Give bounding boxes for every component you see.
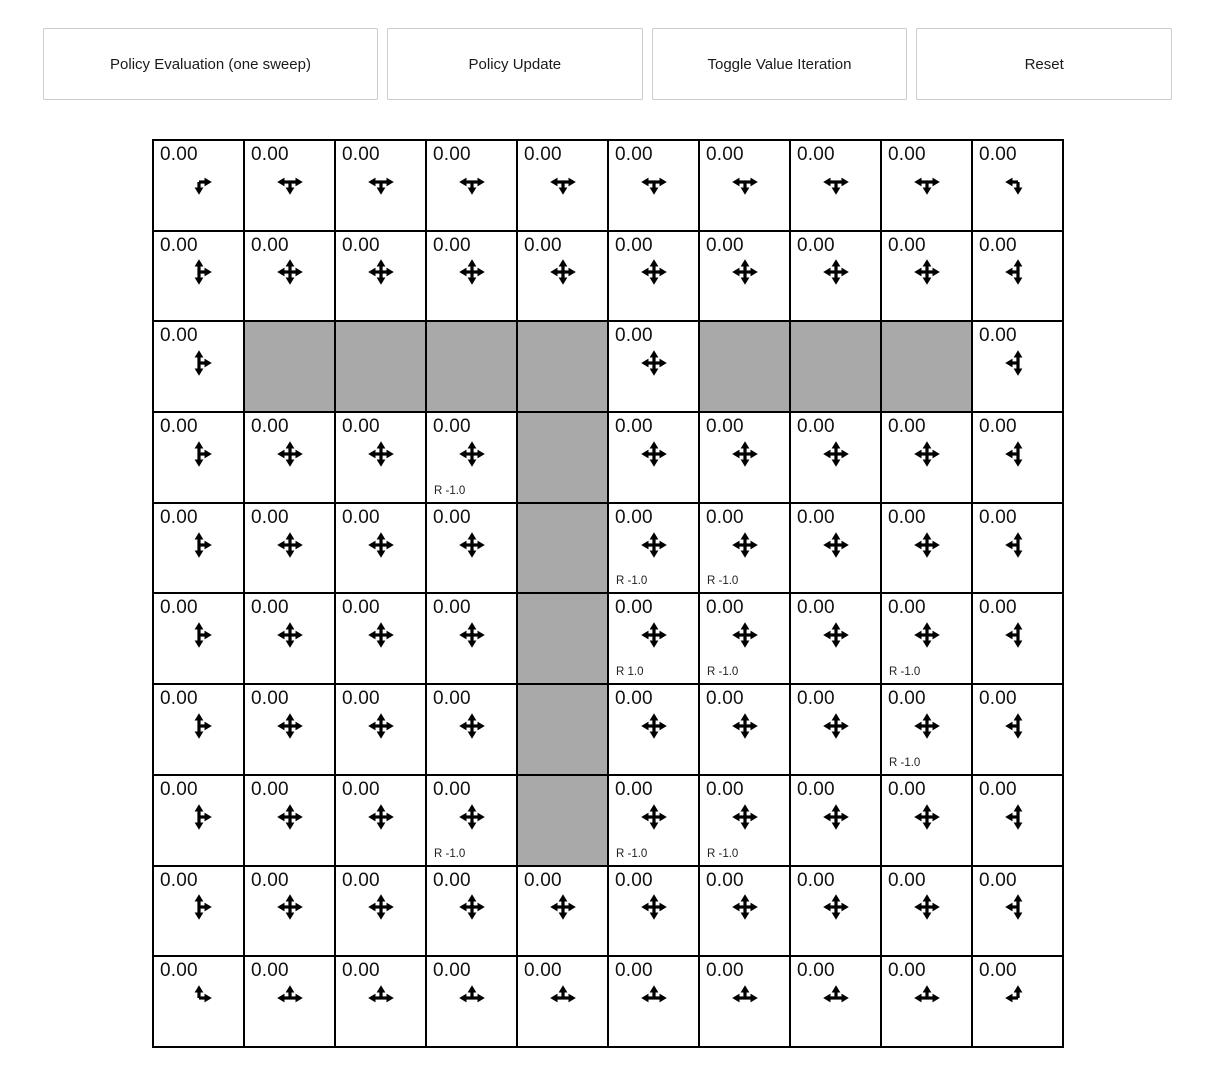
policy-arrows-icon xyxy=(543,887,583,927)
grid-cell-r3c0[interactable] xyxy=(154,413,243,502)
grid-cell-r7c9[interactable] xyxy=(973,776,1062,865)
grid-cell-r3c8[interactable] xyxy=(882,413,971,502)
policy-arrows-icon xyxy=(361,434,401,474)
cell-value: 0.00 xyxy=(888,144,926,165)
policy-arrows-icon xyxy=(725,615,765,655)
policy-arrows-icon xyxy=(907,887,947,927)
cell-value: 0.00 xyxy=(979,325,1017,347)
policy-arrows-icon xyxy=(270,252,310,292)
grid-cell-r4c1[interactable] xyxy=(245,504,334,593)
policy-arrows-icon xyxy=(361,887,401,927)
cell-value: 0.00 xyxy=(797,778,835,800)
cell-value: 0.00 xyxy=(979,416,1017,438)
cell-reward: R -1.0 xyxy=(616,575,648,588)
grid-cell-r6c7[interactable] xyxy=(791,685,880,774)
grid-cell-r9c1[interactable] xyxy=(245,957,334,1046)
grid-cell-r9c9[interactable] xyxy=(973,957,1062,1046)
policy-arrows-icon xyxy=(725,797,765,837)
grid-cell-r4c7[interactable] xyxy=(791,504,880,593)
cell-value: 0.00 xyxy=(160,506,198,528)
cell-value: 0.00 xyxy=(979,778,1017,800)
policy-arrows-icon xyxy=(998,978,1038,1018)
policy-arrows-icon xyxy=(270,797,310,837)
grid-cell-r4c5[interactable] xyxy=(609,504,698,593)
policy-arrows-icon xyxy=(361,162,401,202)
grid-cell-r6c1[interactable] xyxy=(245,685,334,774)
policy-arrows-icon xyxy=(634,706,674,746)
grid-cell-r6c0[interactable] xyxy=(154,685,243,774)
cell-value: 0.00 xyxy=(433,597,471,619)
grid-cell-r6c3[interactable] xyxy=(427,685,516,774)
cell-value: 0.00 xyxy=(433,778,471,800)
grid-cell-r9c3[interactable] xyxy=(427,957,516,1046)
cell-value: 0.00 xyxy=(706,144,744,165)
grid-cell-r8c8[interactable] xyxy=(882,867,971,956)
grid-cell-r5c5[interactable] xyxy=(609,594,698,683)
cell-value: 0.00 xyxy=(160,325,198,347)
cell-value: 0.00 xyxy=(160,144,198,165)
policy-arrows-icon xyxy=(998,615,1038,655)
cell-value: 0.00 xyxy=(433,960,471,982)
grid-cell-r0c9[interactable] xyxy=(973,141,1062,230)
grid-cell-r7c7[interactable] xyxy=(791,776,880,865)
grid-cell-r3c5[interactable] xyxy=(609,413,698,502)
policy-arrows-icon xyxy=(452,434,492,474)
grid-cell-r5c2[interactable] xyxy=(336,594,425,683)
policy-arrows-icon xyxy=(998,706,1038,746)
cell-value: 0.00 xyxy=(979,597,1017,619)
policy-arrows-icon xyxy=(907,706,947,746)
grid-cell-r1c6[interactable] xyxy=(700,232,789,321)
cell-value: 0.00 xyxy=(979,144,1017,165)
grid-cell-r9c8[interactable] xyxy=(882,957,971,1046)
cell-value: 0.00 xyxy=(342,597,380,619)
grid-cell-r1c9[interactable] xyxy=(973,232,1062,321)
grid-cell-wall-r2c4[interactable] xyxy=(518,322,607,411)
cell-reward: R -1.0 xyxy=(434,484,466,497)
policy-arrows-icon xyxy=(907,252,947,292)
cell-value: 0.00 xyxy=(342,688,380,710)
grid-cell-r4c0[interactable] xyxy=(154,504,243,593)
policy-arrows-icon xyxy=(543,162,583,202)
policy-arrows-icon xyxy=(452,525,492,565)
grid-cell-r3c1[interactable] xyxy=(245,413,334,502)
policy-arrows-icon xyxy=(634,887,674,927)
grid-cell-r8c2[interactable] xyxy=(336,867,425,956)
policy-arrows-icon xyxy=(179,252,219,292)
grid-cell-r6c9[interactable] xyxy=(973,685,1062,774)
grid-cell-r6c2[interactable] xyxy=(336,685,425,774)
grid-cell-r7c0[interactable] xyxy=(154,776,243,865)
grid-cell-wall-r2c7[interactable] xyxy=(791,322,880,411)
cell-value: 0.00 xyxy=(433,688,471,710)
cell-value: 0.00 xyxy=(888,960,926,982)
cell-value: 0.00 xyxy=(524,144,562,165)
cell-value: 0.00 xyxy=(251,234,289,256)
cell-value: 0.00 xyxy=(979,688,1017,710)
policy-evaluation-button[interactable]: Policy Evaluation (one sweep) xyxy=(43,28,378,100)
policy-arrows-icon xyxy=(270,978,310,1018)
grid-cell-r0c8[interactable] xyxy=(882,141,971,230)
policy-arrows-icon xyxy=(179,887,219,927)
grid-cell-r1c0[interactable] xyxy=(154,232,243,321)
policy-arrows-icon xyxy=(634,162,674,202)
cell-value: 0.00 xyxy=(615,234,653,256)
cell-value: 0.00 xyxy=(615,506,653,528)
policy-arrows-icon xyxy=(998,797,1038,837)
grid-cell-r8c1[interactable] xyxy=(245,867,334,956)
grid-cell-r8c9[interactable] xyxy=(973,867,1062,956)
grid-cell-r1c2[interactable] xyxy=(336,232,425,321)
grid-cell-r0c4[interactable] xyxy=(518,141,607,230)
policy-arrows-icon xyxy=(270,706,310,746)
policy-arrows-icon xyxy=(998,887,1038,927)
cell-value: 0.00 xyxy=(615,597,653,619)
grid-cell-r8c4[interactable] xyxy=(518,867,607,956)
cell-value: 0.00 xyxy=(797,144,835,165)
grid-cell-r5c1[interactable] xyxy=(245,594,334,683)
cell-value: 0.00 xyxy=(888,778,926,800)
cell-value: 0.00 xyxy=(706,416,744,438)
grid-cell-r8c3[interactable] xyxy=(427,867,516,956)
cell-value: 0.00 xyxy=(433,506,471,528)
policy-arrows-icon xyxy=(634,797,674,837)
policy-arrows-icon xyxy=(361,525,401,565)
policy-arrows-icon xyxy=(907,615,947,655)
grid-cell-wall-r4c4[interactable] xyxy=(518,504,607,593)
policy-arrows-icon xyxy=(634,343,674,383)
cell-value: 0.00 xyxy=(888,416,926,438)
grid-cell-r9c5[interactable] xyxy=(609,957,698,1046)
grid-cell-r0c6[interactable] xyxy=(700,141,789,230)
cell-value: 0.00 xyxy=(160,688,198,710)
policy-arrows-icon xyxy=(816,434,856,474)
grid-cell-r8c6[interactable] xyxy=(700,867,789,956)
policy-arrows-icon xyxy=(907,434,947,474)
cell-value: 0.00 xyxy=(342,144,380,165)
cell-value: 0.00 xyxy=(160,234,198,256)
cell-value: 0.00 xyxy=(615,960,653,982)
policy-arrows-icon xyxy=(361,252,401,292)
policy-arrows-icon xyxy=(816,706,856,746)
policy-arrows-icon xyxy=(270,525,310,565)
reset-button[interactable]: Reset xyxy=(916,28,1172,100)
grid-cell-r7c2[interactable] xyxy=(336,776,425,865)
policy-arrows-icon xyxy=(361,797,401,837)
cell-value: 0.00 xyxy=(888,234,926,256)
grid-cell-r4c9[interactable] xyxy=(973,504,1062,593)
policy-arrows-icon xyxy=(361,978,401,1018)
grid-cell-r4c8[interactable] xyxy=(882,504,971,593)
grid-cell-r8c5[interactable] xyxy=(609,867,698,956)
policy-arrows-icon xyxy=(270,615,310,655)
grid-cell-r1c8[interactable] xyxy=(882,232,971,321)
grid-cell-r5c7[interactable] xyxy=(791,594,880,683)
policy-arrows-icon xyxy=(907,797,947,837)
policy-arrows-icon xyxy=(998,162,1038,202)
policy-arrows-icon xyxy=(452,252,492,292)
cell-value: 0.00 xyxy=(251,778,289,800)
cell-value: 0.00 xyxy=(797,960,835,982)
policy-arrows-icon xyxy=(725,525,765,565)
grid-cell-r5c8[interactable] xyxy=(882,594,971,683)
policy-arrows-icon xyxy=(998,343,1038,383)
grid-cell-r6c6[interactable] xyxy=(700,685,789,774)
policy-arrows-icon xyxy=(816,252,856,292)
cell-value: 0.00 xyxy=(524,960,562,982)
cell-value: 0.00 xyxy=(433,416,471,438)
policy-arrows-icon xyxy=(452,978,492,1018)
grid-cell-r9c6[interactable] xyxy=(700,957,789,1046)
cell-reward: R -1.0 xyxy=(889,666,921,679)
cell-value: 0.00 xyxy=(706,506,744,528)
cell-value: 0.00 xyxy=(979,506,1017,528)
grid-cell-r4c6[interactable] xyxy=(700,504,789,593)
grid-cell-r1c4[interactable] xyxy=(518,232,607,321)
cell-value: 0.00 xyxy=(251,144,289,165)
cell-value: 0.00 xyxy=(251,869,289,891)
policy-arrows-icon xyxy=(452,162,492,202)
cell-value: 0.00 xyxy=(797,597,835,619)
cell-value: 0.00 xyxy=(251,960,289,982)
cell-value: 0.00 xyxy=(797,869,835,891)
policy-arrows-icon xyxy=(179,525,219,565)
policy-arrows-icon xyxy=(725,887,765,927)
cell-value: 0.00 xyxy=(797,416,835,438)
policy-arrows-icon xyxy=(907,525,947,565)
grid-cell-r5c0[interactable] xyxy=(154,594,243,683)
cell-value: 0.00 xyxy=(706,960,744,982)
policy-arrows-icon xyxy=(634,252,674,292)
policy-arrows-icon xyxy=(907,978,947,1018)
grid-cell-r8c0[interactable] xyxy=(154,867,243,956)
cell-value: 0.00 xyxy=(706,688,744,710)
policy-arrows-icon xyxy=(179,797,219,837)
cell-value: 0.00 xyxy=(160,869,198,891)
grid-cell-r3c2[interactable] xyxy=(336,413,425,502)
cell-value: 0.00 xyxy=(797,234,835,256)
cell-value: 0.00 xyxy=(251,416,289,438)
cell-value: 0.00 xyxy=(888,506,926,528)
grid-cell-r5c6[interactable] xyxy=(700,594,789,683)
policy-arrows-icon xyxy=(270,162,310,202)
policy-arrows-icon xyxy=(725,162,765,202)
policy-arrows-icon xyxy=(270,434,310,474)
policy-arrows-icon xyxy=(816,615,856,655)
policy-arrows-icon xyxy=(725,434,765,474)
grid-cell-r9c2[interactable] xyxy=(336,957,425,1046)
cell-value: 0.00 xyxy=(979,869,1017,891)
cell-value: 0.00 xyxy=(706,597,744,619)
cell-value: 0.00 xyxy=(797,506,835,528)
toggle-value-iteration-button[interactable]: Toggle Value Iteration xyxy=(652,28,908,100)
grid-cell-r3c3[interactable] xyxy=(427,413,516,502)
policy-arrows-icon xyxy=(634,615,674,655)
cell-value: 0.00 xyxy=(797,688,835,710)
grid-cell-r1c7[interactable] xyxy=(791,232,880,321)
cell-value: 0.00 xyxy=(888,597,926,619)
policy-arrows-icon xyxy=(725,706,765,746)
toolbar xyxy=(43,28,1172,100)
policy-arrows-icon xyxy=(634,434,674,474)
cell-value: 0.00 xyxy=(888,869,926,891)
policy-arrows-icon xyxy=(179,343,219,383)
grid-cell-r2c0[interactable] xyxy=(154,322,243,411)
policy-arrows-icon xyxy=(816,525,856,565)
cell-value: 0.00 xyxy=(979,960,1017,982)
policy-arrows-icon xyxy=(907,162,947,202)
grid-cell-r6c8[interactable] xyxy=(882,685,971,774)
cell-value: 0.00 xyxy=(342,960,380,982)
grid-cell-wall-r2c6[interactable] xyxy=(700,322,789,411)
cell-value: 0.00 xyxy=(251,597,289,619)
grid-cell-r1c3[interactable] xyxy=(427,232,516,321)
cell-value: 0.00 xyxy=(160,416,198,438)
grid-cell-r3c6[interactable] xyxy=(700,413,789,502)
grid-cell-r0c5[interactable] xyxy=(609,141,698,230)
cell-value: 0.00 xyxy=(706,234,744,256)
cell-value: 0.00 xyxy=(979,234,1017,256)
cell-value: 0.00 xyxy=(342,506,380,528)
cell-value: 0.00 xyxy=(615,688,653,710)
grid-cell-wall-r7c4[interactable] xyxy=(518,776,607,865)
grid-cell-r1c5[interactable] xyxy=(609,232,698,321)
policy-update-button[interactable]: Policy Update xyxy=(387,28,643,100)
cell-value: 0.00 xyxy=(433,144,471,165)
policy-arrows-icon xyxy=(452,887,492,927)
cell-value: 0.00 xyxy=(342,869,380,891)
policy-arrows-icon xyxy=(816,797,856,837)
policy-arrows-icon xyxy=(998,525,1038,565)
policy-arrows-icon xyxy=(179,434,219,474)
grid-cell-r0c7[interactable] xyxy=(791,141,880,230)
grid-cell-r6c5[interactable] xyxy=(609,685,698,774)
grid-cell-r7c8[interactable] xyxy=(882,776,971,865)
cell-value: 0.00 xyxy=(160,960,198,982)
grid-cell-r2c5[interactable] xyxy=(609,322,698,411)
grid-cell-r3c7[interactable] xyxy=(791,413,880,502)
policy-arrows-icon xyxy=(816,162,856,202)
grid-cell-r8c7[interactable] xyxy=(791,867,880,956)
grid-cell-wall-r2c8[interactable] xyxy=(882,322,971,411)
policy-arrows-icon xyxy=(452,706,492,746)
cell-reward: R -1.0 xyxy=(707,575,739,588)
policy-arrows-icon xyxy=(634,525,674,565)
grid-cell-wall-r2c1[interactable] xyxy=(245,322,334,411)
policy-arrows-icon xyxy=(452,615,492,655)
cell-value: 0.00 xyxy=(615,869,653,891)
grid-cell-wall-r6c4[interactable] xyxy=(518,685,607,774)
policy-arrows-icon xyxy=(543,252,583,292)
grid-cell-r0c2[interactable] xyxy=(336,141,425,230)
grid-cell-r0c1[interactable] xyxy=(245,141,334,230)
grid-cell-r7c5[interactable] xyxy=(609,776,698,865)
policy-arrows-icon xyxy=(816,978,856,1018)
cell-value: 0.00 xyxy=(433,869,471,891)
grid-cell-r7c3[interactable] xyxy=(427,776,516,865)
policy-arrows-icon xyxy=(998,434,1038,474)
policy-arrows-icon xyxy=(543,978,583,1018)
cell-value: 0.00 xyxy=(524,234,562,256)
cell-reward: R -1.0 xyxy=(707,847,739,860)
grid-cell-r5c3[interactable] xyxy=(427,594,516,683)
cell-value: 0.00 xyxy=(160,778,198,800)
policy-arrows-icon xyxy=(634,978,674,1018)
grid-cell-wall-r2c2[interactable] xyxy=(336,322,425,411)
cell-value: 0.00 xyxy=(615,416,653,438)
cell-value: 0.00 xyxy=(433,234,471,256)
policy-arrows-icon xyxy=(179,615,219,655)
policy-arrows-icon xyxy=(361,706,401,746)
cell-value: 0.00 xyxy=(615,144,653,165)
grid-cell-wall-r3c4[interactable] xyxy=(518,413,607,502)
cell-value: 0.00 xyxy=(342,234,380,256)
cell-reward: R 1.0 xyxy=(616,666,644,679)
grid-cell-r1c1[interactable] xyxy=(245,232,334,321)
cell-value: 0.00 xyxy=(615,778,653,800)
cell-value: 0.00 xyxy=(160,597,198,619)
policy-arrows-icon xyxy=(270,887,310,927)
policy-arrows-icon xyxy=(998,252,1038,292)
policy-arrows-icon xyxy=(179,162,219,202)
cell-value: 0.00 xyxy=(342,778,380,800)
grid-cell-r5c9[interactable] xyxy=(973,594,1062,683)
cell-value: 0.00 xyxy=(251,688,289,710)
cell-reward: R -1.0 xyxy=(889,756,921,769)
policy-arrows-icon xyxy=(179,706,219,746)
grid-cell-r9c4[interactable] xyxy=(518,957,607,1046)
grid-cell-r4c3[interactable] xyxy=(427,504,516,593)
grid-cell-r2c9[interactable] xyxy=(973,322,1062,411)
grid-cell-r7c1[interactable] xyxy=(245,776,334,865)
cell-value: 0.00 xyxy=(615,325,653,347)
cell-value: 0.00 xyxy=(888,688,926,710)
cell-value: 0.00 xyxy=(706,869,744,891)
grid-cell-r9c0[interactable] xyxy=(154,957,243,1046)
grid-cell-wall-r5c4[interactable] xyxy=(518,594,607,683)
grid-cell-r3c9[interactable] xyxy=(973,413,1062,502)
cell-reward: R -1.0 xyxy=(616,847,648,860)
grid-cell-r0c0[interactable] xyxy=(154,141,243,230)
cell-reward: R -1.0 xyxy=(434,847,466,860)
grid-cell-r7c6[interactable] xyxy=(700,776,789,865)
grid-cell-r0c3[interactable] xyxy=(427,141,516,230)
cell-value: 0.00 xyxy=(706,778,744,800)
cell-value: 0.00 xyxy=(524,869,562,891)
grid-cell-r9c7[interactable] xyxy=(791,957,880,1046)
policy-arrows-icon xyxy=(816,887,856,927)
policy-arrows-icon xyxy=(725,978,765,1018)
cell-value: 0.00 xyxy=(251,506,289,528)
cell-value: 0.00 xyxy=(342,416,380,438)
grid-cell-r4c2[interactable] xyxy=(336,504,425,593)
policy-arrows-icon xyxy=(725,252,765,292)
gridworld-grid xyxy=(152,139,1064,1048)
policy-arrows-icon xyxy=(179,978,219,1018)
policy-arrows-icon xyxy=(361,615,401,655)
policy-arrows-icon xyxy=(452,797,492,837)
cell-reward: R -1.0 xyxy=(707,666,739,679)
grid-cell-wall-r2c3[interactable] xyxy=(427,322,516,411)
